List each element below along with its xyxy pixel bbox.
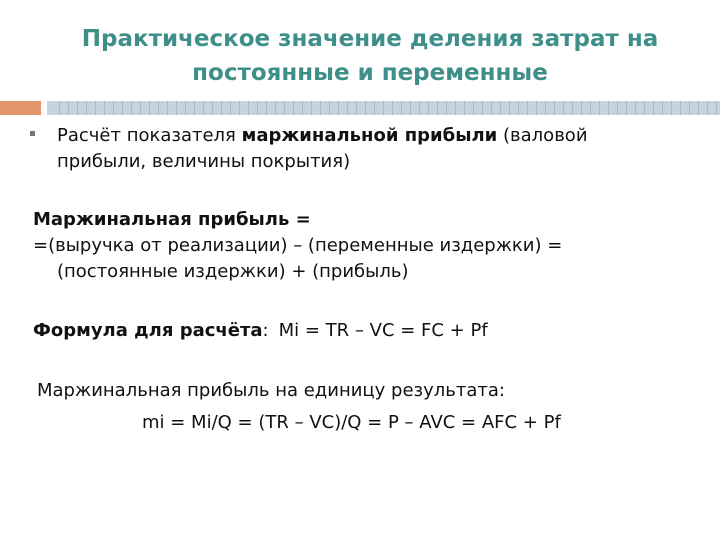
bullet-suffix: (валовой прибыли, величины покрытия) — [57, 125, 588, 172]
definition-line-3: (постоянные издержки) + (прибыль) — [57, 261, 409, 282]
per-unit-label: Маржинальная прибыль на единицу результата: — [37, 380, 505, 401]
per-unit-block — [37, 378, 561, 436]
formula-block — [33, 318, 488, 344]
formula-label: Формула для расчёта — [33, 320, 263, 341]
title-line-2: постоянные и переменные — [192, 60, 548, 86]
definition-block — [33, 207, 562, 285]
definition-line-2: =(выручка от реализации) – (переменные издержки) = — [33, 235, 563, 256]
divider-accent — [0, 101, 41, 115]
bullet-bold-term: маржинальной прибыли — [241, 125, 498, 146]
bullet-prefix: Расчёт показателя — [57, 125, 242, 146]
bullet-text — [57, 123, 677, 175]
title-line-1: Практическое значение деления затрат на — [81, 26, 659, 52]
divider-bar — [47, 101, 720, 115]
definition-heading: Маржинальная прибыль = — [33, 209, 311, 230]
slide-title — [40, 22, 700, 90]
formula-expression: Mi = TR – VC = FC + Pf — [278, 320, 488, 341]
per-unit-formula: mi = Mi/Q = (TR – VC)/Q = P – AVC = AFC + Pf — [142, 412, 561, 433]
formula-colon: : — [262, 320, 269, 341]
bullet-square-icon — [30, 131, 35, 136]
